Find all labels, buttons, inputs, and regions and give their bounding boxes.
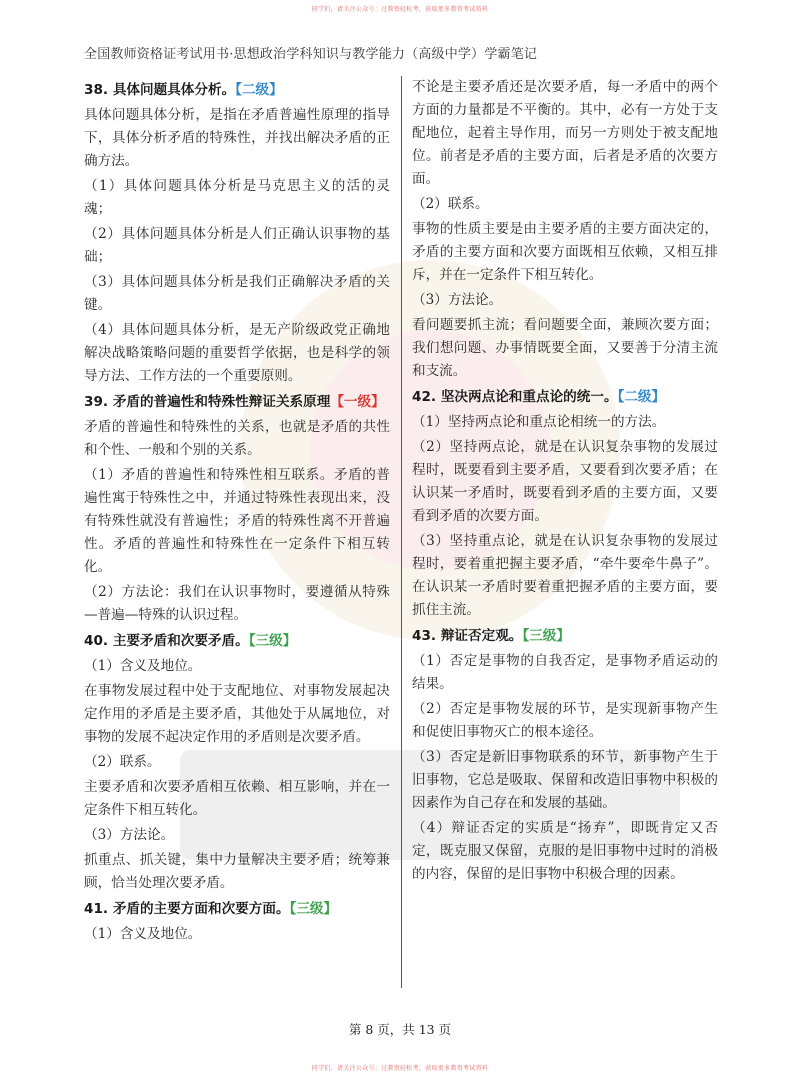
- list-item: （1）矛盾的普遍性和特殊性相互联系。矛盾的普遍性寓于特殊性之中，并通过特殊性表现出来，没有特殊性就没有普遍性；矛盾的特殊性离不开普遍性。矛盾的普遍性和特殊性在一定条件下相互转化。: [84, 467, 390, 575]
- list-item: （4）辩证否定的实质是“扬弃”，即既肯定又否定，既克服又保留，克服的是旧事物中过时的消极的内容，保留的是旧事物中积极合理的因素。: [412, 820, 718, 882]
- page-number: 第 8 页，共 13 页: [348, 1022, 452, 1037]
- level-tag: 【三级】: [289, 901, 338, 917]
- section-41-heading: 41. 矛盾的主要方面和次要方面。【三级】: [84, 901, 338, 917]
- left-column: [84, 76, 390, 948]
- list-item: （4）具体问题具体分析，是无产阶级政党正确地解决战略策略问题的重要哲学依据，也是科学的领导方法、工作方法的一个重要原则。: [84, 322, 390, 384]
- list-item: （3）具体问题具体分析是我们正确解决矛盾的关键。: [84, 274, 390, 313]
- level-tag: 【二级】: [617, 389, 666, 405]
- list-item: （3）方法论。: [412, 292, 503, 308]
- watermark-bottom-notice: 同学们，请关注公众号：过教资轻松考，获取更多教资考试资料: [311, 1065, 489, 1072]
- paragraph: 主要矛盾和次要矛盾相互依赖、相互影响，并在一定条件下相互转化。: [84, 779, 390, 818]
- level-tag: 【一级】: [330, 394, 385, 410]
- section-43-heading: 43. 辩证否定观。【三级】: [412, 628, 570, 644]
- list-item: （2）否定是事物发展的环节，是实现新事物产生和促使旧事物灭亡的根本途径。: [412, 701, 718, 740]
- list-item: （1）具体问题具体分析是马克思主义的活的灵魂；: [84, 178, 390, 217]
- column-divider: [401, 76, 402, 988]
- list-item: （2）联系。: [84, 754, 161, 770]
- paragraph: 具体问题具体分析，是指在矛盾普遍性原理的指导下，具体分析矛盾的特殊性，并找出解决矛盾的正确方法。: [84, 107, 390, 169]
- paragraph: 抓重点、抓关键，集中力量解决主要矛盾；统筹兼顾，恰当处理次要矛盾。: [84, 852, 390, 891]
- section-40-heading: 40. 主要矛盾和次要矛盾。【三级】: [84, 633, 297, 649]
- list-item: （2）具体问题具体分析是人们正确认识事物的基础；: [84, 226, 390, 265]
- paragraph: 事物的性质主要是由主要矛盾的主要方面决定的，矛盾的主要方面和次要方面既相互依赖，又相互排斥，并在一定条件下相互转化。: [412, 221, 718, 283]
- level-tag: 【三级】: [248, 633, 297, 649]
- section-42-heading: 42. 坚决两点论和重点论的统一。【二级】: [412, 389, 666, 405]
- right-column: [412, 76, 718, 888]
- list-item: （1）含义及地位。: [84, 926, 202, 942]
- list-item: （3）否定是新旧事物联系的环节，新事物产生于旧事物，它总是吸取、保留和改造旧事物中积极的因素作为自己存在和发展的基础。: [412, 749, 718, 811]
- paragraph: 不论是主要矛盾还是次要矛盾，每一矛盾中的两个方面的力量都是不平衡的。其中，必有一方处于支配地位，起着主导作用，而另一方则处于被支配地位。前者是矛盾的主要方面，后者是矛盾的次要方面。: [412, 79, 718, 187]
- list-item: （2）方法论：我们在认识事物时，要遵循从特殊—普遍—特殊的认识过程。: [84, 584, 390, 623]
- level-tag: 【三级】: [522, 628, 570, 644]
- watermark-top-notice: 同学们，请关注公众号：过教资轻松考，获取更多教资考试资料: [311, 6, 489, 13]
- section-39-heading: 39. 矛盾的普遍性和特殊性辩证关系原理【一级】: [84, 394, 385, 410]
- section-38-heading: 38. 具体问题具体分析。【二级】: [84, 82, 283, 98]
- list-item: （2）坚持两点论，就是在认识复杂事物的发展过程时，既要看到主要矛盾，又要看到次要矛盾；在认识某一矛盾时，既要看到矛盾的主要方面，又要看到矛盾的次要方面。: [412, 439, 718, 524]
- list-item: （3）坚持重点论，就是在认识复杂事物的发展过程时，要着重把握主要矛盾，“牵牛要牵牛鼻子”。在认识某一矛盾时要着重把握矛盾的主要方面，要抓住主流。: [412, 533, 718, 618]
- list-item: （1）含义及地位。: [84, 658, 202, 674]
- list-item: （1）坚持两点论和重点论相统一的方法。: [412, 414, 666, 430]
- level-tag: 【二级】: [235, 82, 283, 98]
- list-item: （1）否定是事物的自我否定，是事物矛盾运动的结果。: [412, 653, 718, 692]
- paragraph: 在事物发展过程中处于支配地位、对事物发展起决定作用的矛盾是主要矛盾，其他处于从属地位，对事物的发展不起决定作用的矛盾则是次要矛盾。: [84, 683, 390, 745]
- paragraph: 矛盾的普遍性和特殊性的关系，也就是矛盾的共性和个性、一般和个别的关系。: [84, 419, 390, 458]
- paragraph: 看问题要抓主流；看问题要全面，兼顾次要方面；我们想问题、办事情既要全面，又要善于分清主流和支流。: [412, 317, 718, 379]
- list-item: （2）联系。: [412, 196, 489, 212]
- running-head: 全国教师资格证考试用书·思想政治学科知识与教学能力（高级中学）学霸笔记: [84, 47, 538, 62]
- list-item: （3）方法论。: [84, 827, 175, 843]
